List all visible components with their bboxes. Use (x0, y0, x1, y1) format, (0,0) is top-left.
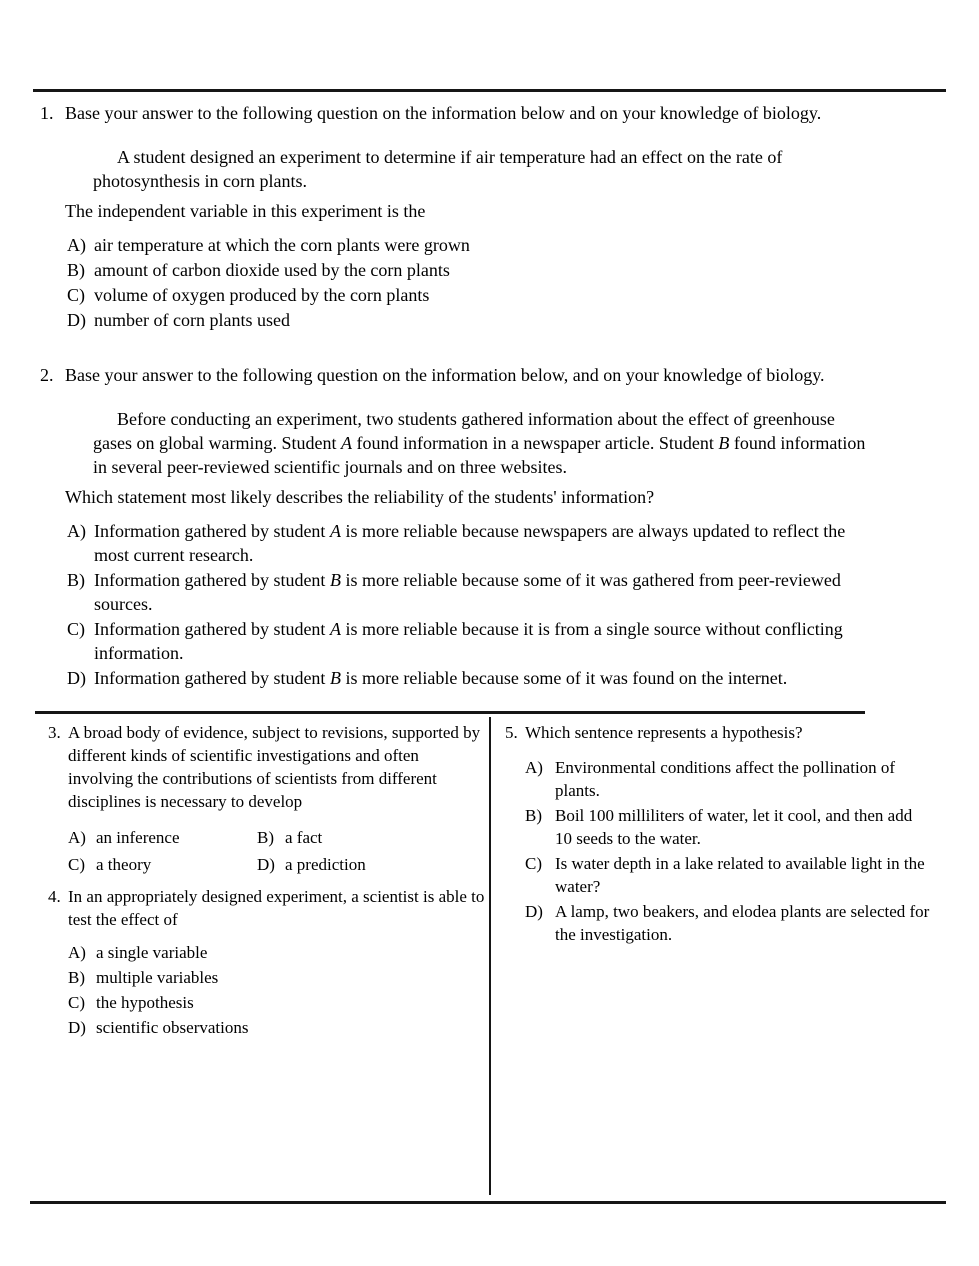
question-2-choices (65, 519, 940, 690)
choice-text: multiple variables (96, 968, 219, 987)
question-4 (48, 885, 488, 1039)
choice-text: Information gathered by student B is more reliable because some of it was found on the internet. (94, 668, 788, 688)
question-2 (40, 363, 940, 690)
question-4-choice-d (68, 1016, 488, 1039)
question-3-choice-d (257, 853, 446, 876)
choice-label: B) (257, 828, 274, 847)
choice-text: Information gathered by student B is more reliable because some of it was gathered from peer-reviewed sources. (94, 570, 841, 614)
question-5-choice-d (525, 900, 957, 946)
question-2-prompt: Which statement most likely describes the reliability of the students' information? (65, 487, 655, 507)
choice-label: D) (257, 855, 275, 874)
question-4-choice-c (68, 991, 488, 1014)
question-5-choice-b (525, 804, 957, 850)
question-5-choices (525, 756, 957, 946)
choice-text: number of corn plants used (94, 310, 290, 330)
question-4-choices (68, 941, 488, 1039)
choice-label: A) (67, 521, 86, 541)
question-4-prompt: In an appropriately designed experiment, a scientist is able to test the effect of (68, 887, 485, 929)
choice-text: Is water depth in a lake related to available light in the water? (555, 854, 925, 896)
student-a-italic: A (340, 433, 352, 453)
column-divider-rule (489, 717, 491, 1195)
question-1-passage: A student designed an experiment to determine if air temperature had an effect on the rate of photosynthesis in corn plants. (93, 147, 783, 191)
question-2-choice-a (65, 519, 940, 567)
question-5-number: 5. (505, 723, 518, 742)
choice-label: D) (68, 1018, 86, 1037)
left-column (48, 721, 488, 1039)
section-divider-rule (35, 711, 865, 714)
question-1 (40, 101, 940, 332)
question-2-choice-d (65, 666, 940, 690)
choice-text: a prediction (285, 855, 366, 874)
question-1-choice-c (65, 283, 940, 307)
choice-label: C) (525, 854, 542, 873)
question-3-choice-b (257, 826, 446, 849)
choice-label: C) (67, 285, 85, 305)
choice-text: the hypothesis (96, 993, 194, 1012)
question-2-choice-b (65, 568, 940, 616)
choice-text: an inference (96, 828, 180, 847)
question-2-number: 2. (40, 365, 54, 385)
choice-text: a fact (285, 828, 323, 847)
choice-text: Boil 100 milliliters of water, let it cool, and then add 10 seeds to the water. (555, 806, 913, 848)
top-rule (33, 89, 946, 92)
question-3-prompt: A broad body of evidence, subject to revisions, supported by different kinds of scientific investigations and often involving the contributions of scientists from different disciplines is necessary to develop (68, 723, 481, 811)
question-1-choice-a (65, 233, 940, 257)
choice-label: C) (67, 619, 85, 639)
choice-label: B) (68, 968, 85, 987)
choice-text: volume of oxygen produced by the corn plants (94, 285, 430, 305)
choice-text: a single variable (96, 943, 208, 962)
choice-text: Information gathered by student A is more reliable because newspapers are always updated to reflect the most current research. (94, 521, 846, 565)
question-5-prompt: Which sentence represents a hypothesis? (525, 723, 803, 742)
choice-label: B) (67, 260, 85, 280)
question-1-choice-b (65, 258, 940, 282)
choice-label: D) (67, 310, 86, 330)
question-1-intro: Base your answer to the following question on the information below and on your knowledge of biology. (65, 103, 822, 123)
right-column (505, 721, 957, 946)
question-5-choice-a (525, 756, 957, 802)
question-2-passage: Before conducting an experiment, two students gathered information about the effect of greenhouse gases on global warming. Student A found information in a newspaper article. Student B found information in several peer-reviewed scientific journals and on three websites. (93, 409, 866, 477)
question-2-choice-c (65, 617, 940, 665)
choice-label: B) (67, 570, 85, 590)
question-1-choice-d (65, 308, 940, 332)
question-4-choice-a (68, 941, 488, 964)
choice-text: Environmental conditions affect the pollination of plants. (555, 758, 896, 800)
choice-label: A) (525, 758, 543, 777)
bottom-rule (30, 1201, 946, 1204)
choice-text: Information gathered by student A is more reliable because it is from a single source without conflicting information. (94, 619, 843, 663)
choice-text: a theory (96, 855, 152, 874)
student-b-italic: B (718, 433, 730, 453)
choice-text: amount of carbon dioxide used by the corn plants (94, 260, 450, 280)
choice-label: D) (525, 902, 543, 921)
question-3-choices (68, 824, 488, 876)
choice-label: A) (68, 828, 86, 847)
choice-text: air temperature at which the corn plants were grown (94, 235, 470, 255)
question-5-choice-c (525, 852, 957, 898)
choice-label: D) (67, 668, 86, 688)
choice-label: A) (68, 943, 86, 962)
student-a-italic: A (329, 521, 341, 541)
question-4-choice-b (68, 966, 488, 989)
question-3-number: 3. (48, 723, 61, 742)
choice-label: C) (68, 855, 85, 874)
question-2-intro: Base your answer to the following question on the information below, and on your knowledge of biology. (65, 365, 825, 385)
question-3-choice-c (68, 853, 257, 876)
question-1-choices (65, 233, 940, 332)
question-5 (505, 721, 957, 946)
student-a-italic: A (329, 619, 341, 639)
choice-label: C) (68, 993, 85, 1012)
question-3 (48, 721, 488, 876)
choice-label: A) (67, 235, 86, 255)
student-b-italic: B (329, 570, 341, 590)
choice-text: A lamp, two beakers, and elodea plants are selected for the investigation. (555, 902, 930, 944)
choice-text: scientific observations (96, 1018, 249, 1037)
question-1-number: 1. (40, 103, 54, 123)
choice-label: B) (525, 806, 542, 825)
question-3-choice-a (68, 826, 257, 849)
question-4-number: 4. (48, 887, 61, 906)
question-1-prompt: The independent variable in this experiment is the (65, 201, 426, 221)
student-b-italic: B (329, 668, 341, 688)
